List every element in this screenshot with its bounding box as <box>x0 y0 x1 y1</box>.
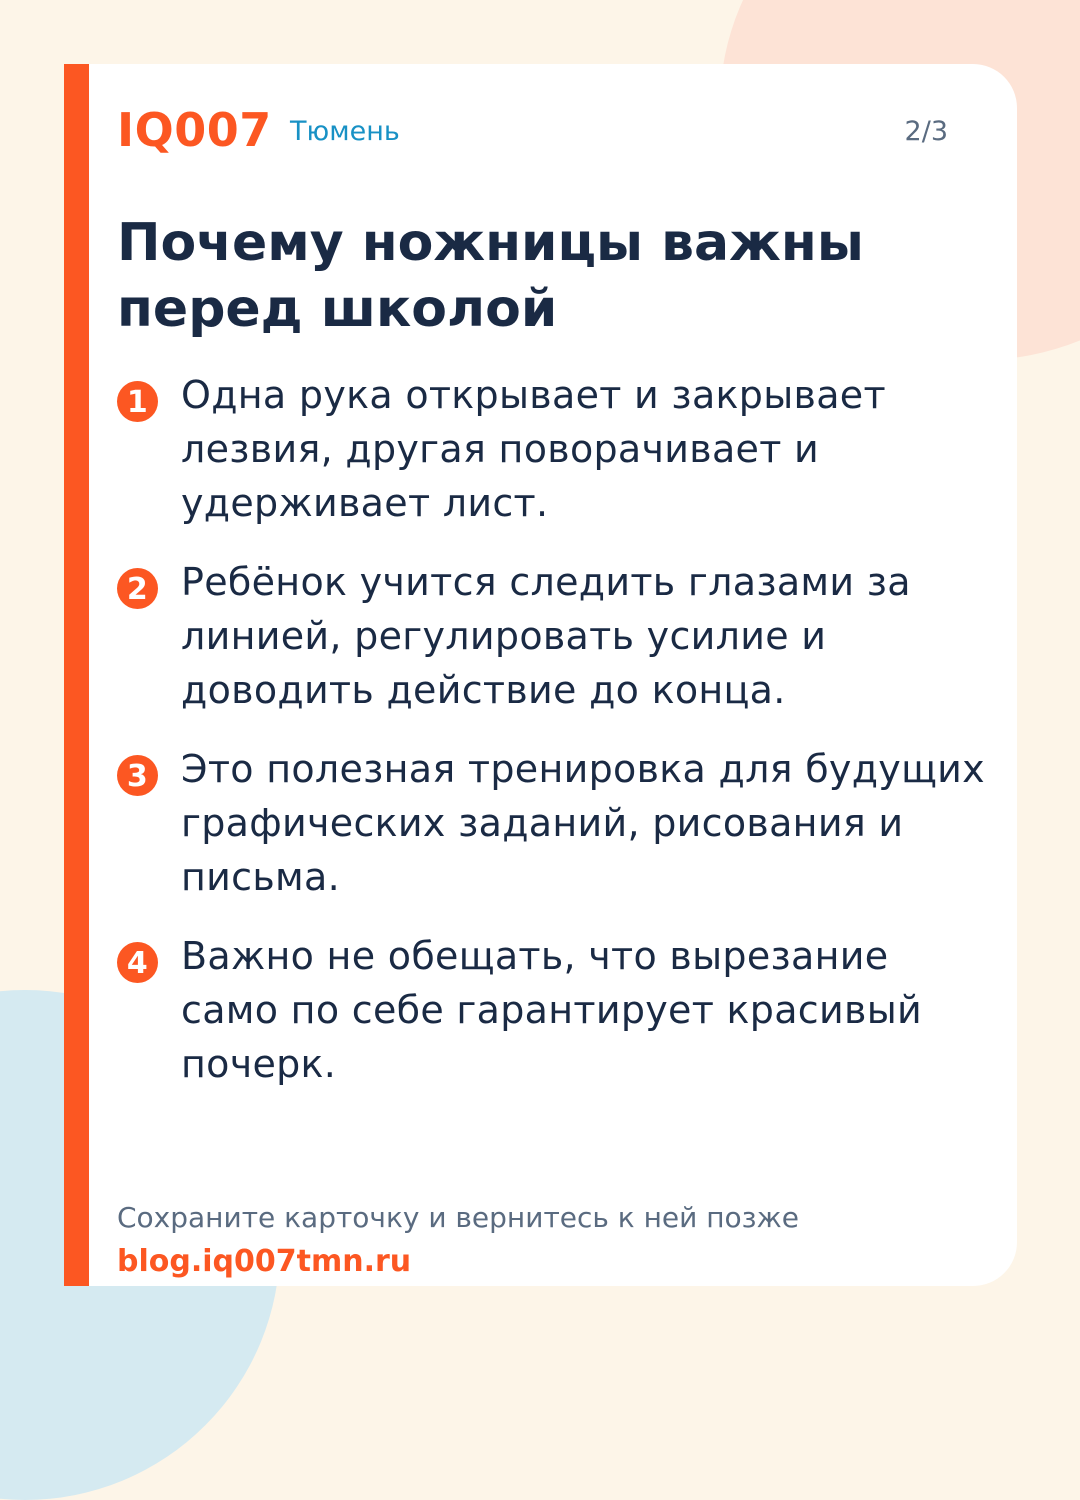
list-item-text: Это полезная тренировка для будущих графических заданий, рисования и письма. <box>181 747 985 899</box>
number-badge: 3 <box>117 755 158 796</box>
city-label: Тюмень <box>290 116 400 147</box>
info-card <box>64 64 1017 1286</box>
list-item-text: Важно не обещать, что вырезание само по себе гарантирует красивый почерк. <box>181 934 922 1086</box>
accent-bar <box>64 64 89 1286</box>
card-title: Почему ножницы важны перед школой <box>117 213 864 339</box>
list-item-text: Ребёнок учится следить глазами за линией, регулировать усилие и доводить действие до конца. <box>181 560 911 712</box>
list-item <box>117 555 997 717</box>
brand-logo: IQ007 <box>117 103 272 157</box>
page-counter: 2/3 <box>904 116 948 147</box>
list-item <box>117 368 997 530</box>
reasons-list <box>117 368 997 1116</box>
blog-link[interactable]: blog.iq007tmn.ru <box>117 1244 412 1279</box>
list-item <box>117 929 997 1091</box>
footer-note: Сохраните карточку и вернитесь к ней позже <box>117 1201 799 1234</box>
number-badge: 4 <box>117 942 158 983</box>
number-badge: 2 <box>117 568 158 609</box>
list-item <box>117 742 997 904</box>
number-badge: 1 <box>117 381 158 422</box>
list-item-text: Одна рука открывает и закрывает лезвия, другая поворачивает и удерживает лист. <box>181 373 886 525</box>
